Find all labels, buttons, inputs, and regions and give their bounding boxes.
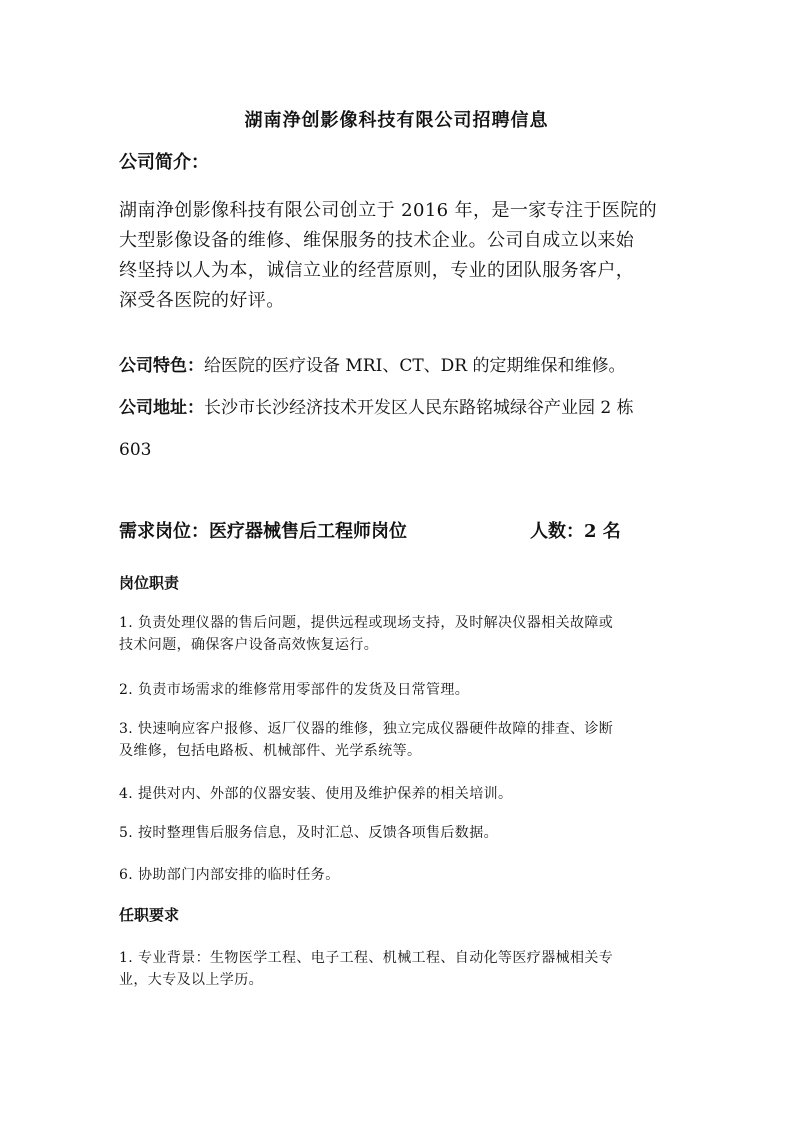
feature-label: 公司特色： <box>119 356 204 376</box>
intro-paragraph <box>119 196 679 316</box>
address-line-2: 603 <box>119 440 152 460</box>
requirement-item <box>119 947 679 991</box>
duty-item <box>119 718 679 762</box>
duty-line: 3. 快速响应客户报修、返厂仪器的维修，独立完成仪器硬件故障的排查、诊断 <box>119 721 614 737</box>
duty-item <box>119 864 679 886</box>
address-text: 长沙市长沙经济技术开发区人民东路铭城绿谷产业园 2 栋 <box>204 398 634 418</box>
requirement-line: 业，大专及以上学历。 <box>119 972 263 988</box>
duty-line: 6. 协助部门内部安排的临时任务。 <box>119 867 340 883</box>
duties-heading: 岗位职责 <box>119 574 180 592</box>
feature-text: 给医院的医疗设备 MRI、CT、DR 的定期维保和维修。 <box>204 356 626 376</box>
intro-line: 深受各医院的好评。 <box>119 290 285 311</box>
address-label: 公司地址： <box>119 398 204 418</box>
duty-line: 技术问题，确保客户设备高效恢复运行。 <box>119 637 379 653</box>
duty-item <box>119 679 679 701</box>
page-title: 湖南浄创影像科技有限公司招聘信息 <box>244 110 549 131</box>
job-headcount: 人数：2 名 <box>530 521 621 542</box>
duty-line: 5. 按时整理售后服务信息，及时汇总、反馈各项售后数据。 <box>119 825 499 841</box>
duty-item <box>119 612 679 656</box>
requirements-heading: 任职要求 <box>119 906 180 924</box>
intro-line: 湖南浄创影像科技有限公司创立于 2016 年，是一家专注于医院的 <box>119 200 658 221</box>
job-title: 需求岗位：医疗器械售后工程师岗位 <box>119 521 407 542</box>
intro-line: 大型影像设备的维修、维保服务的技术企业。公司自成立以来始 <box>119 230 635 251</box>
duty-line: 4. 提供对内、外部的仪器安装、使用及维护保养的相关培训。 <box>119 786 513 802</box>
duty-line: 及维修，包括电路板、机械部件、光学系统等。 <box>119 743 422 759</box>
company-address <box>119 394 679 464</box>
duty-line: 2. 负责市场需求的维修常用零部件的发货及日常管理。 <box>119 682 470 698</box>
duty-item <box>119 783 679 805</box>
intro-heading: 公司简介： <box>119 152 209 173</box>
requirement-line: 1. 专业背景：生物医学工程、电子工程、机械工程、自动化等医疗器械相关专 <box>119 950 614 966</box>
company-feature <box>119 352 679 380</box>
duty-item <box>119 822 679 844</box>
duty-line: 1. 负责处理仪器的售后问题，提供远程或现场支持，及时解决仪器相关故障或 <box>119 615 614 631</box>
intro-line: 终坚持以人为本，诚信立业的经营原则，专业的团队服务客户， <box>119 260 635 281</box>
address-line-1 <box>119 394 679 422</box>
